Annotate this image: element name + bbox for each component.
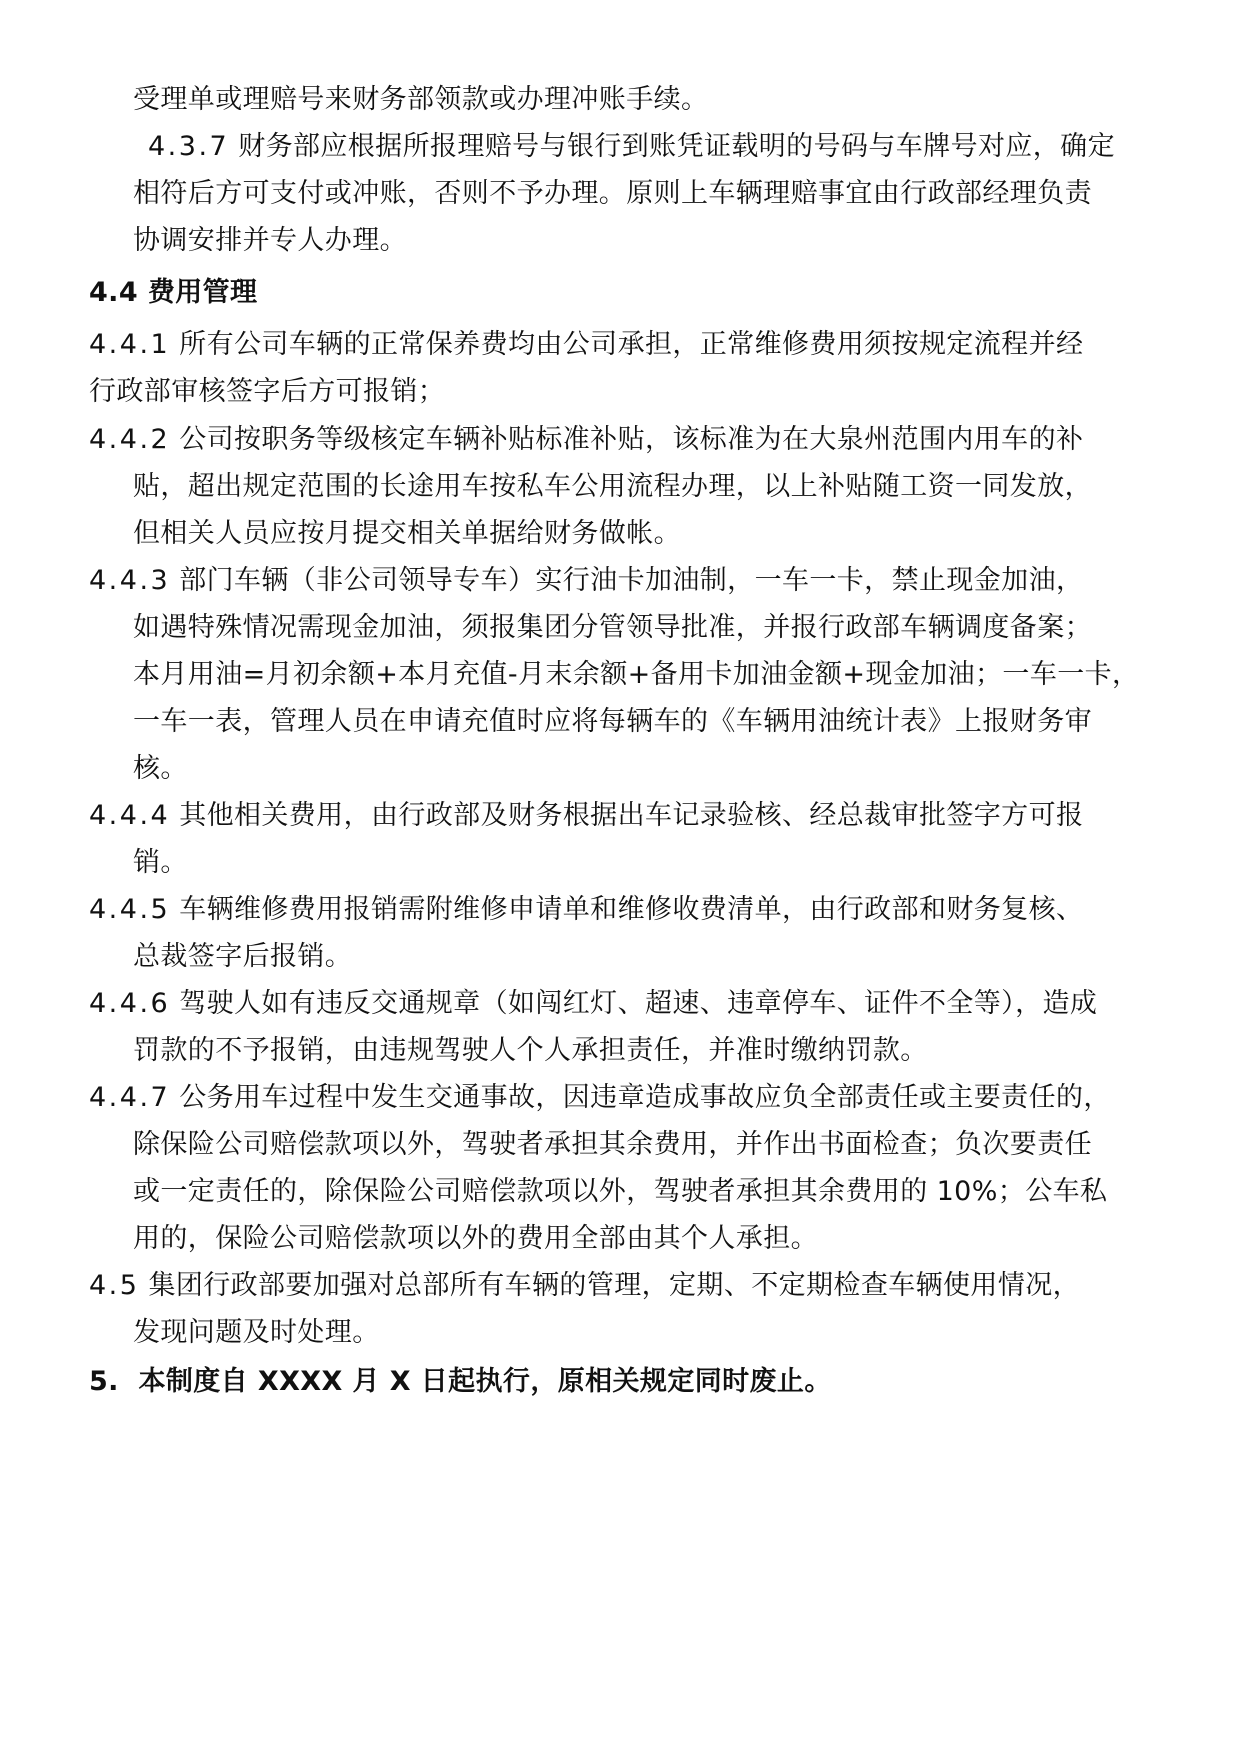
- section-number: 4.4: [89, 277, 139, 308]
- paragraph-line: 发现问题及时处理。: [133, 1317, 380, 1348]
- clause-4-4-6: 4.4.6 驾驶人如有违反交通规章（如闯红灯、超速、违章停车、证件不全等），造成: [89, 988, 1098, 1019]
- section-title: 费用管理: [147, 277, 258, 308]
- clause-number: 4.4.3: [89, 565, 171, 596]
- paragraph-line: 相符后方可支付或冲账，否则不予办理。原则上车辆理赔事宜由行政部经理负责: [133, 178, 1092, 209]
- section-number: 5.: [89, 1366, 119, 1397]
- paragraph-line: 一车一表，管理人员在申请充值时应将每辆车的《车辆用油统计表》上报财务审: [133, 706, 1092, 737]
- paragraph-line: 销。: [133, 847, 188, 878]
- paragraph-line: 本月用油=月初余额+本月充值-月末余额+备用卡加油金额+现金加油；一车一卡，: [133, 659, 1140, 690]
- clause-4-3-7: 4.3.7 财务部应根据所报理赔号与银行到账凭证载明的号码与车牌号对应，确定: [148, 131, 1115, 162]
- clause-4-4-5: 4.4.5 车辆维修费用报销需附维修申请单和维修收费清单，由行政部和财务复核、: [89, 894, 1084, 925]
- paragraph-line: 核。: [133, 753, 188, 784]
- paragraph-line: 罚款的不予报销，由违规驾驶人个人承担责任，并准时缴纳罚款。: [133, 1035, 928, 1066]
- paragraph-line: 用的，保险公司赔偿款项以外的费用全部由其个人承担。: [133, 1223, 818, 1254]
- paragraph-line: 受理单或理赔号来财务部领款或办理冲账手续。: [133, 84, 709, 115]
- clause-number: 4.4.2: [89, 424, 171, 455]
- clause-number: 4.4.5: [89, 894, 171, 925]
- clause-4-4-3: 4.4.3 部门车辆（非公司领导专车）实行油卡加油制，一车一卡，禁止现金加油，: [89, 565, 1084, 596]
- paragraph-line: 除保险公司赔偿款项以外，驾驶者承担其余费用，并作出书面检查；负次要责任: [133, 1129, 1092, 1160]
- clause-4-4-2: 4.4.2 公司按职务等级核定车辆补贴标准补贴，该标准为在大泉州范围内用车的补: [89, 424, 1084, 455]
- paragraph-line: 但相关人员应按月提交相关单据给财务做帐。: [133, 518, 681, 549]
- paragraph-line: 贴，超出规定范围的长途用车按私车公用流程办理，以上补贴随工资一同发放，: [133, 471, 1092, 502]
- paragraph-line: 协调安排并专人办理。: [133, 225, 407, 256]
- clause-4-4-7: 4.4.7 公务用车过程中发生交通事故，因违章造成事故应负全部责任或主要责任的，: [89, 1082, 1111, 1113]
- clause-number: 4.4.6: [89, 988, 171, 1019]
- paragraph-line: 或一定责任的，除保险公司赔偿款项以外，驾驶者承担其余费用的 10%；公车私: [133, 1176, 1108, 1207]
- clause-4-5: 4.5 集团行政部要加强对总部所有车辆的管理，定期、不定期检查车辆使用情况，: [89, 1270, 1081, 1301]
- section-heading-4-4: [89, 275, 257, 311]
- clause-number: 4.4.1: [89, 329, 171, 360]
- clause-number: 4.3.7: [148, 131, 230, 162]
- clause-4-4-4: 4.4.4 其他相关费用，由行政部及财务根据出车记录验核、经总裁审批签字方可报: [89, 800, 1084, 831]
- paragraph-line: 如遇特殊情况需现金加油，须报集团分管领导批准，并报行政部车辆调度备案；: [133, 612, 1092, 643]
- clause-number: 4.5: [89, 1270, 140, 1301]
- paragraph-line: 行政部审核签字后方可报销；: [89, 376, 446, 407]
- clause-number: 4.4.4: [89, 800, 171, 831]
- paragraph-line: 总裁签字后报销。: [133, 941, 353, 972]
- clause-4-4-1: 4.4.1 所有公司车辆的正常保养费均由公司承担，正常维修费用须按规定流程并经: [89, 329, 1084, 360]
- section-5-statement: 5. 本制度自 XXXX 月 X 日起执行，原相关规定同时废止。: [89, 1366, 832, 1397]
- clause-number: 4.4.7: [89, 1082, 171, 1113]
